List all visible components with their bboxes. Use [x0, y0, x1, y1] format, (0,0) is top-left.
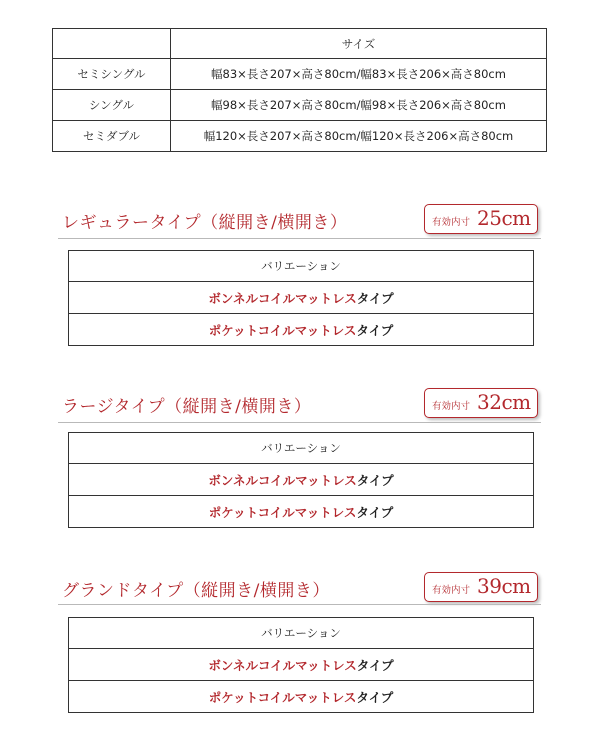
badge-label: 有効内寸	[432, 217, 471, 228]
table-row	[69, 464, 534, 496]
variation-header: バリエーション	[69, 618, 534, 649]
variation-name: ポケットコイルマットレス	[208, 504, 357, 520]
variation-table	[68, 617, 534, 713]
size-table-header: サイズ	[171, 29, 547, 59]
variation-table	[68, 250, 534, 346]
size-row-label: シングル	[53, 90, 171, 121]
size-row-value: 幅98×長さ207×高さ80cm/幅98×長さ206×高さ80cm	[171, 90, 547, 121]
inner-depth-badge	[424, 572, 538, 602]
section-divider	[58, 604, 541, 605]
variation-name: ボンネルコイルマットレス	[208, 472, 357, 488]
section-divider	[58, 238, 541, 239]
variation-cell	[69, 314, 534, 346]
section-title: レギュラータイプ（縦開き/横開き）	[62, 213, 348, 233]
badge-value: 32cm	[477, 390, 531, 414]
variation-header: バリエーション	[69, 433, 534, 464]
variation-suffix: タイプ	[356, 472, 394, 488]
variation-cell	[69, 282, 534, 314]
table-row	[69, 282, 534, 314]
size-row-label: セミシングル	[53, 59, 171, 90]
table-row	[69, 649, 534, 681]
variation-cell	[69, 649, 534, 681]
table-row	[69, 681, 534, 713]
variation-suffix: タイプ	[356, 657, 394, 673]
badge-label: 有効内寸	[432, 401, 471, 412]
variation-header: バリエーション	[69, 251, 534, 282]
table-row	[69, 314, 534, 346]
variation-cell	[69, 681, 534, 713]
size-row-label: セミダブル	[53, 121, 171, 152]
variation-name: ボンネルコイルマットレス	[208, 290, 357, 306]
variation-suffix: タイプ	[356, 689, 394, 705]
inner-depth-badge	[424, 388, 538, 418]
table-row	[53, 121, 547, 152]
section-title: ラージタイプ（縦開き/横開き）	[62, 397, 312, 417]
variation-table	[68, 432, 534, 528]
table-row	[53, 90, 547, 121]
inner-depth-badge	[424, 204, 538, 234]
variation-name: ポケットコイルマットレス	[208, 322, 357, 338]
size-row-value: 幅83×長さ207×高さ80cm/幅83×長さ206×高さ80cm	[171, 59, 547, 90]
variation-name: ボンネルコイルマットレス	[208, 657, 357, 673]
size-table-header-row	[53, 29, 547, 59]
section-divider	[58, 422, 541, 423]
badge-label: 有効内寸	[432, 585, 471, 596]
badge-value: 39cm	[477, 574, 531, 598]
section-title: グランドタイプ（縦開き/横開き）	[62, 581, 330, 601]
size-row-value: 幅120×長さ207×高さ80cm/幅120×長さ206×高さ80cm	[171, 121, 547, 152]
table-row	[53, 59, 547, 90]
table-row	[69, 496, 534, 528]
variation-cell	[69, 464, 534, 496]
size-table-corner-cell	[53, 29, 171, 59]
badge-value: 25cm	[477, 206, 531, 230]
variation-suffix: タイプ	[356, 322, 394, 338]
variation-cell	[69, 496, 534, 528]
variation-suffix: タイプ	[356, 290, 394, 306]
size-table	[52, 28, 547, 152]
variation-name: ポケットコイルマットレス	[208, 689, 357, 705]
variation-suffix: タイプ	[356, 504, 394, 520]
